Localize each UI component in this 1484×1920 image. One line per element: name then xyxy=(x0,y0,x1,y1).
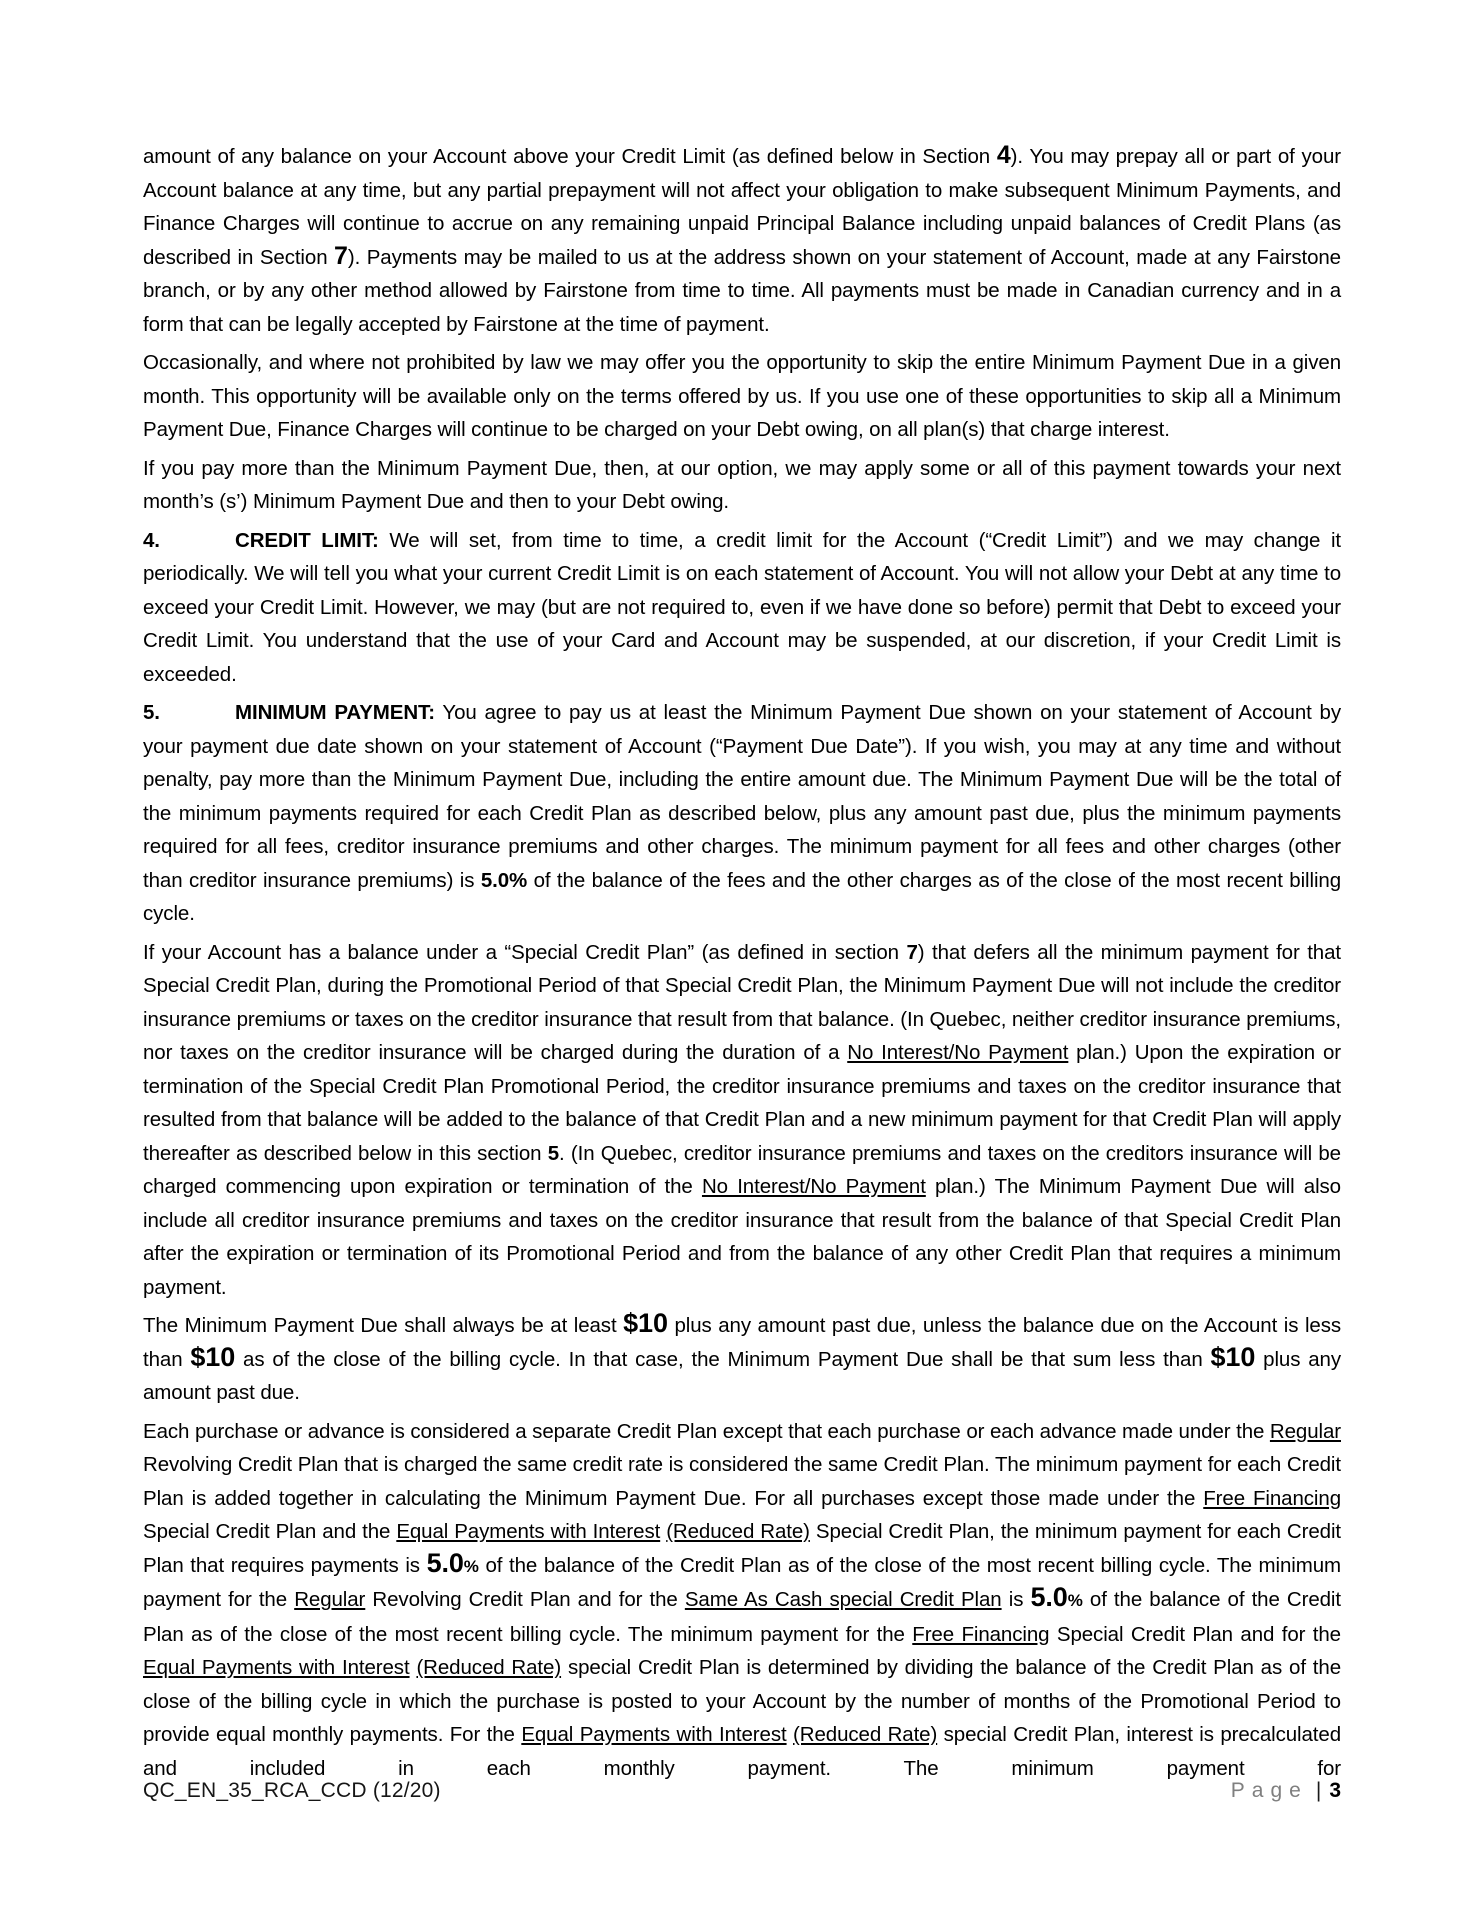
text-run: Equal Payments with Interest xyxy=(396,1520,661,1543)
text-run: (Reduced Rate) xyxy=(666,1520,810,1543)
text-run: MINIMUM PAYMENT: xyxy=(235,701,435,724)
page-number: 3 xyxy=(1329,1779,1341,1802)
text-run: Occasionally, and where not prohibited by law we may offer you the opportunity to skip the entire Minimum Payment Due in a given month. This opportunity will be available only on the terms offered by us. If you use one of these opportunities to skip all a Minimum Payment Due, Finance Charges will continue to be charged on your Debt owing, on all plan(s) that charge interest. xyxy=(143,351,1341,441)
text-run: Equal Payments with Interest xyxy=(143,1656,410,1679)
text-run: Special Credit Plan, the minimum payment for each Credit Plan that requires payments is xyxy=(143,1520,1341,1577)
text-run: You agree to pay us at least the Minimum Payment Due shown on your statement of Account by your payment due date shown on your statement of Account (“Payment Due Date”). If you wish, you may at any time and without penalty, pay more than the Minimum Payment Due, including the entire amount due. The Minimum Payment Due will be the total of the minimum payments required for each Credit Plan as described below, plus any amount past due, plus the minimum payments required for all fees, creditor insurance premiums and other charges. The minimum payment for all fees and other charges (other than creditor insurance premiums) is xyxy=(143,701,1341,892)
text-run: If your Account has a balance under a “Special Credit Plan” (as defined in section xyxy=(143,940,907,964)
text-run: is xyxy=(1001,1588,1031,1611)
text-run: 5.0 xyxy=(1030,1582,1068,1612)
text-run: 5. xyxy=(143,701,160,724)
document-code: QC_EN_35_RCA_CCD (12/20) xyxy=(143,1779,441,1802)
text-run: % xyxy=(1067,1591,1083,1610)
text-run: plus any amount past due, unless the balance due on the Account is less than xyxy=(143,1314,1341,1371)
text-run: 5.0 xyxy=(426,1547,464,1578)
text-run: ). Payments may be mailed to us at the address shown on your statement of Account, made at any Fairstone branch, or by any other method allowed by Fairstone from time to time. All payments must be made in Canadian currency and in a form that can be legally accepted by Fairstone at the time of payment. xyxy=(143,245,1341,336)
text-run: special Credit Plan, interest is precalculated and included in each monthly payment. The minimum payment for xyxy=(143,1723,1341,1780)
text-run: of the balance of the Credit Plan as of the close of the most recent billing cycle. The minimum payment for the xyxy=(143,1553,1341,1611)
page-footer xyxy=(143,1779,1341,1803)
text-run: Each purchase or advance is considered a separate Credit Plan except that each purchase or each advance made under the xyxy=(143,1419,1270,1443)
text-run: 5 xyxy=(547,1141,560,1165)
text-run: Regular xyxy=(294,1588,366,1611)
text-run: Same As Cash special Credit Plan xyxy=(684,1588,1002,1611)
text-run: The Minimum Payment Due shall always be at least xyxy=(143,1314,624,1337)
text-run: 7 xyxy=(906,940,918,964)
text-run: amount of any balance on your Account above your Credit Limit (as defined below in Section xyxy=(143,145,997,168)
text-run: as of the close of the billing cycle. In that case, the Minimum Payment Due shall be that sum less than xyxy=(235,1347,1211,1371)
page-indicator xyxy=(1231,1779,1341,1803)
text-run: 4 xyxy=(996,141,1011,169)
text-run: ). You may prepay all or part of your Account balance at any time, but any partial prepayment will not affect your obligation to make subsequent Minimum Payments, and Finance Charges will continue to accrue on any remaining unpaid Principal Balance including unpaid balances of Credit Plans (as described in Section xyxy=(143,145,1341,269)
text-run: If you pay more than the Minimum Payment Due, then, at our option, we may apply some or all of this payment towards your next month’s (s’) Minimum Payment Due and then to your Debt owing. xyxy=(143,456,1341,513)
paragraph xyxy=(143,936,1341,1305)
text-run: 4. xyxy=(143,528,160,552)
text-run: . (In Quebec, creditor insurance premiums and taxes on the creditors insurance will be charged commencing upon expiration or termination of the xyxy=(143,1141,1341,1198)
page-separator: | xyxy=(1315,1779,1322,1802)
text-run: plan.) The Minimum Payment Due will also include all creditor insurance premiums and taxes on the creditor insurance that result from the balance of that Special Credit Plan after the expiration or termination of its Promotional Period and from the balance of any other Credit Plan that requires a minimum payment. xyxy=(143,1175,1341,1299)
paragraph xyxy=(143,452,1341,519)
text-run: (Reduced Rate) xyxy=(416,1656,562,1679)
paragraph xyxy=(143,1415,1341,1786)
paragraph xyxy=(143,524,1341,692)
text-run: We will set, from time to time, a credit limit for the Account (“Credit Limit”) and we may change it periodically. We will tell you what your current Credit Limit is on each statement of Account. You will not allow your Debt at any time to exceed your Credit Limit. However, we may (but are not required to, even if we have done so before) permit that Debt to exceed your Credit Limit. You understand that the use of your Card and Account may be suspended, at our discretion, if your Credit Limit is exceeded. xyxy=(143,528,1341,686)
text-run: 5.0% xyxy=(480,868,528,892)
text-run: Free Financing xyxy=(912,1622,1050,1646)
text-run: of the balance of the Credit Plan as of the close of the most recent billing cycle. The minimum payment for the xyxy=(143,1588,1341,1646)
text-run: ) that defers all the minimum payment for that Special Credit Plan, during the Promotional Period of that Special Credit Plan, the Minimum Payment Due will not include the creditor insurance premiums or taxes on the creditor insurance that result from that balance. (In Quebec, neither creditor insurance premiums, nor taxes on the creditor insurance will be charged during the duration of a xyxy=(143,940,1342,1064)
text-run: 7 xyxy=(334,241,348,270)
text-run: (Reduced Rate) xyxy=(793,1723,938,1746)
page-word: Page xyxy=(1230,1779,1308,1802)
text-run: Special Credit Plan and for the xyxy=(1049,1622,1341,1646)
text-run: % xyxy=(463,1556,479,1576)
text-run: $10 xyxy=(1210,1341,1256,1372)
text-run: plan.) Upon the expiration or termination of the Special Credit Plan Promotional Period, the creditor insurance premiums and taxes on the creditor insurance that resulted from that balance will be added to the balance of that Credit Plan and a new minimum payment for that Credit Plan will apply thereafter as described below in this section xyxy=(143,1041,1341,1165)
text-run: Revolving Credit Plan that is charged the same credit rate is considered the same Credit Plan. The minimum payment for each Credit Plan is added together in calculating the Minimum Payment Due. For all purchases except those made under the xyxy=(143,1453,1341,1510)
text-run: Free Financing xyxy=(1203,1486,1341,1510)
text-run: No Interest/No Payment xyxy=(847,1041,1069,1064)
paragraph xyxy=(143,1309,1341,1410)
text-run: Equal Payments with Interest xyxy=(521,1723,787,1746)
document-body xyxy=(143,140,1341,1790)
text-run: $10 xyxy=(623,1308,668,1338)
text-run: plus any amount past due. xyxy=(143,1347,1341,1404)
text-run: CREDIT LIMIT: xyxy=(235,528,379,552)
paragraph xyxy=(143,346,1341,447)
text-run: of the balance of the fees and the other charges as of the close of the most recent billing cycle. xyxy=(143,868,1341,925)
text-run: No Interest/No Payment xyxy=(701,1175,926,1198)
text-run: Special Credit Plan and the xyxy=(143,1520,397,1543)
text-run: Regular xyxy=(1269,1419,1341,1443)
paragraph xyxy=(143,696,1341,931)
paragraph xyxy=(143,140,1341,341)
text-run: $10 xyxy=(190,1341,236,1372)
text-run: Revolving Credit Plan and for the xyxy=(365,1588,685,1611)
text-run: special Credit Plan is determined by dividing the balance of the Credit Plan as of the close of the billing cycle in which the purchase is posted to your Account by the number of months of the Promotional Period to provide equal monthly payments. For the xyxy=(143,1656,1341,1746)
